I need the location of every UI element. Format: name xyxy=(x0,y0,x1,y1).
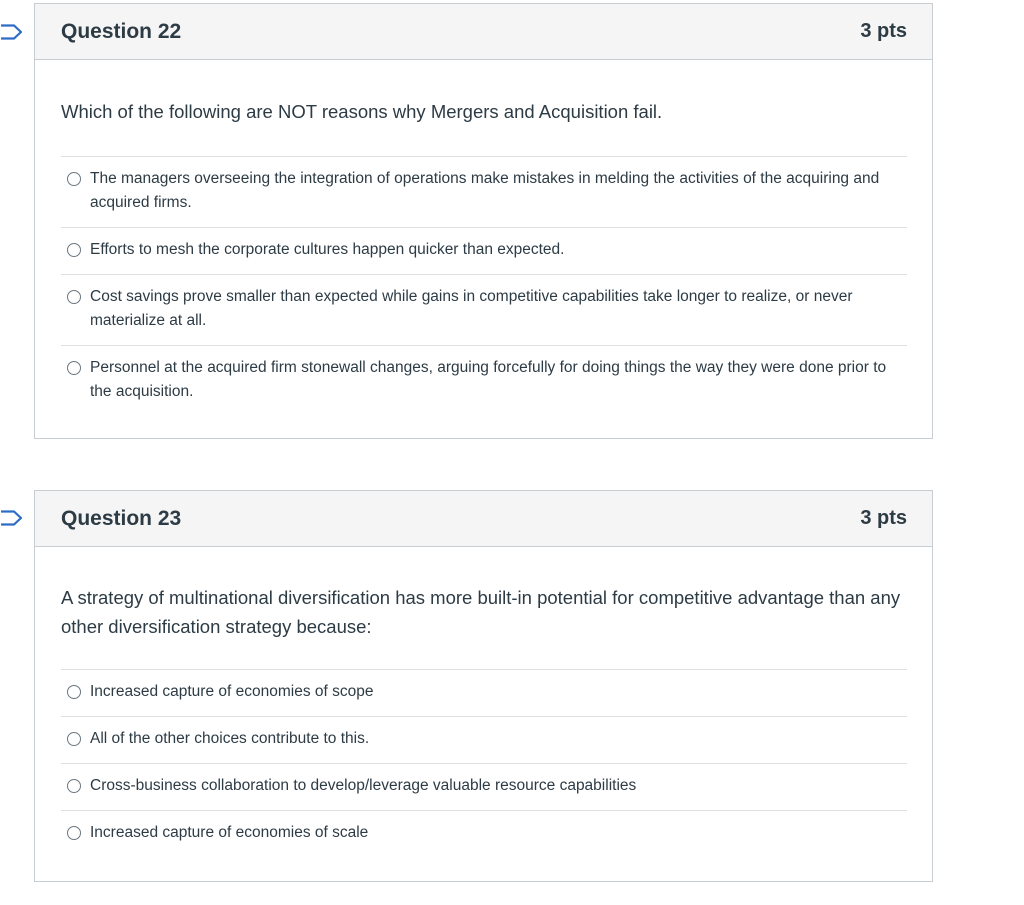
bookmark-flag-icon[interactable] xyxy=(1,510,23,526)
answer-option[interactable] xyxy=(61,811,907,857)
answer-label: Personnel at the acquired firm stonewall changes, arguing forcefully for doing things the way they were done prior to the acquisition. xyxy=(90,359,887,400)
question-title: Question 22 xyxy=(61,19,182,43)
question-points: 3 pts xyxy=(860,507,907,529)
question-text: Which of the following are NOT reasons why Mergers and Acquisition fail. xyxy=(61,101,663,122)
question-23 xyxy=(34,490,933,882)
radio-button[interactable] xyxy=(67,779,81,793)
question-points: 3 pts xyxy=(860,20,907,42)
question-body xyxy=(35,547,932,857)
question-title: Question 23 xyxy=(61,506,182,530)
radio-button[interactable] xyxy=(67,732,81,746)
answer-option[interactable] xyxy=(61,764,907,811)
answer-option[interactable] xyxy=(61,670,907,717)
radio-button[interactable] xyxy=(67,243,81,257)
question-22 xyxy=(34,3,933,439)
answer-option[interactable] xyxy=(61,275,907,346)
answer-label: Cost savings prove smaller than expected while gains in competitive capabilities take longer to realize, or never materialize at all. xyxy=(90,288,853,329)
question-header xyxy=(35,4,932,60)
answer-label: Increased capture of economies of scope xyxy=(90,683,374,700)
question-header xyxy=(35,491,932,547)
answer-option[interactable] xyxy=(61,228,907,275)
answer-option[interactable] xyxy=(61,157,907,228)
answer-label: All of the other choices contribute to this. xyxy=(90,730,370,747)
question-body xyxy=(35,60,932,416)
answer-label: Increased capture of economies of scale xyxy=(90,824,369,841)
bookmark-flag-icon[interactable] xyxy=(1,24,23,40)
answer-list xyxy=(61,669,907,857)
question-text: A strategy of multinational diversification has more built-in potential for competitive advantage than any other diversification strategy because: xyxy=(61,587,901,637)
answer-label: Efforts to mesh the corporate cultures happen quicker than expected. xyxy=(90,241,565,258)
answer-label: Cross-business collaboration to develop/leverage valuable resource capabilities xyxy=(90,777,637,794)
radio-button[interactable] xyxy=(67,685,81,699)
answer-label: The managers overseeing the integration of operations make mistakes in melding the activities of the acquiring and acquired firms. xyxy=(90,170,880,211)
answer-option[interactable] xyxy=(61,346,907,416)
radio-button[interactable] xyxy=(67,290,81,304)
radio-button[interactable] xyxy=(67,361,81,375)
radio-button[interactable] xyxy=(67,826,81,840)
answer-option[interactable] xyxy=(61,717,907,764)
answer-list xyxy=(61,156,907,416)
radio-button[interactable] xyxy=(67,172,81,186)
